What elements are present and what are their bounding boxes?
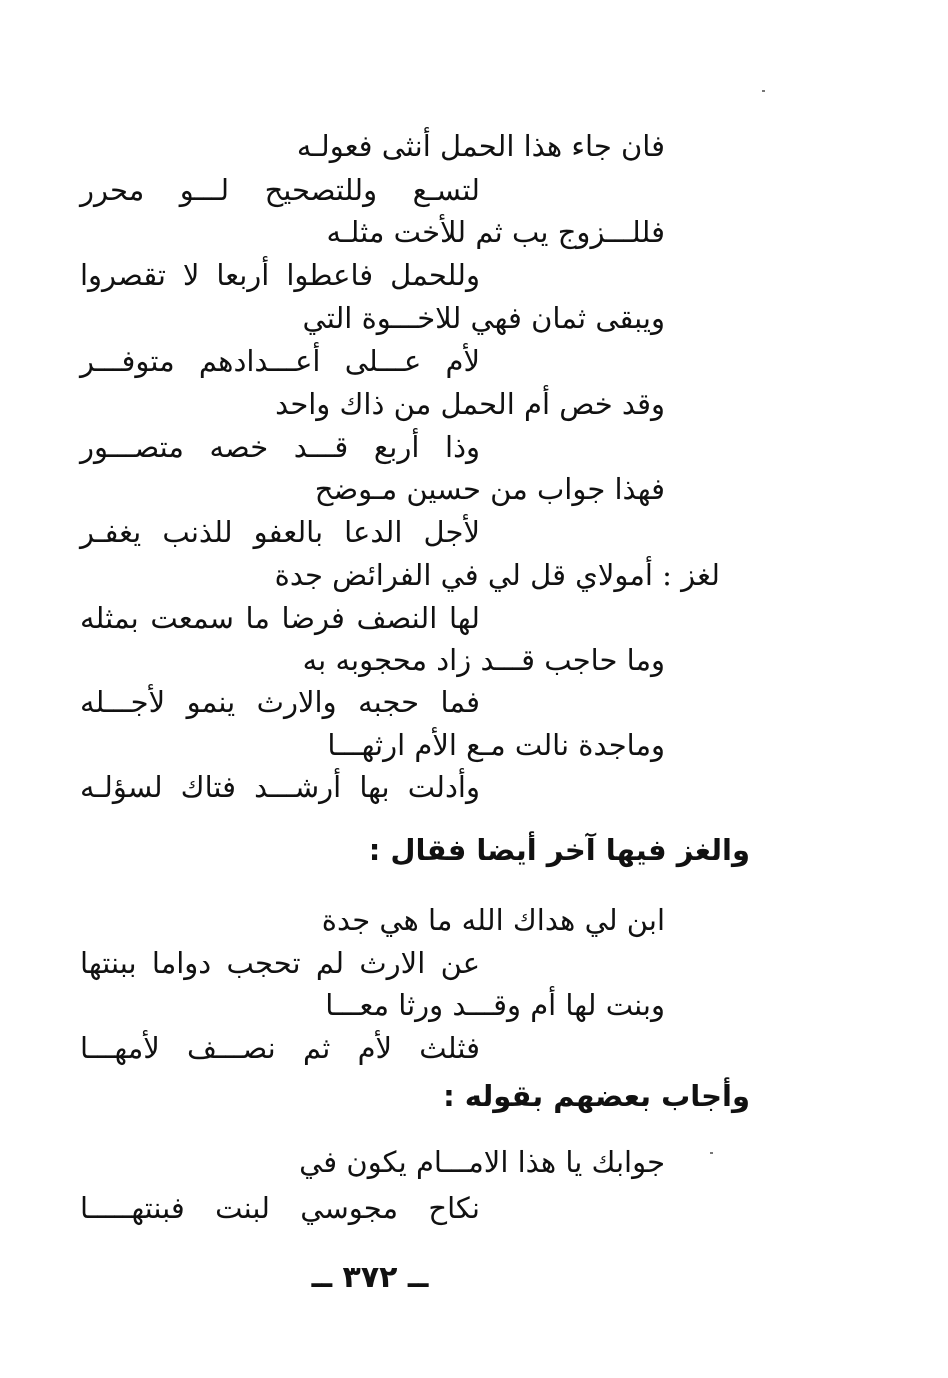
verse-line: فهذا جواب من حسين مـوضح [314, 472, 665, 506]
verse-line: وأدلت بها أرشـــد فتاك لسؤلـه [80, 770, 480, 804]
section-heading: والغز فيها آخر أيضا فقال : [368, 833, 750, 867]
verse-line: فان جاء هذا الحمل أنثى فعولـه [296, 129, 665, 163]
verse-line: وللحمل فاعطوا أربعا لا تقصروا [80, 258, 480, 292]
verse-line: لها النصف فرضا ما سمعت بمثله [80, 601, 480, 635]
scan-speck [762, 90, 765, 92]
verse-line: لتسـع وللتصحيح لـــو محرر [80, 173, 480, 207]
page-number: ــ ٣٧٢ ــ [311, 1260, 429, 1295]
verse-line: وماجدة نالت مـع الأم ارثهـــا [327, 728, 665, 762]
verse-line: ويبقى ثمان فهي للاخـــوة التي [302, 301, 665, 335]
verse-line: فما حجبه والارث ينمو لأجـــله [80, 685, 480, 719]
verse-line: لأجل الدعا بالعفو للذنب يغفـر [80, 515, 480, 549]
scan-speck [710, 1152, 713, 1154]
verse-line: فللـــزوج يب ثم للأخت مثلـه [326, 215, 665, 249]
verse-line: جوابك يا هذا الامـــام يكون في [299, 1145, 665, 1179]
verse-line: وذا أربع قـــد خصه متصـــور [80, 430, 480, 464]
verse-line: وما حاجب قـــد زاد محجوبه به [302, 643, 665, 677]
verse-line: وبنت لها أم وقـــد ورثا معـــا [325, 988, 665, 1022]
section-heading: وأجاب بعضهم بقوله : [443, 1079, 750, 1113]
verse-line: فثلث لأم ثم نصـــف لأمهـــا [80, 1031, 480, 1065]
verse-line: لأم عـــلى أعـــدادهم متوفـــر [80, 344, 480, 378]
verse-line: نكاح مجوسي لبنت فبنتهـــــا [80, 1191, 480, 1225]
verse-line: عن الارث لم تحجب دواما ببنتها [80, 946, 480, 980]
verse-line: وقد خص أم الحمل من ذاك واحد [275, 387, 665, 421]
verse-line: ابن لي هداك الله ما هي جدة [321, 903, 665, 937]
riddle-line: لغز : أمولاي قل لي في الفرائض جدة [274, 558, 720, 592]
